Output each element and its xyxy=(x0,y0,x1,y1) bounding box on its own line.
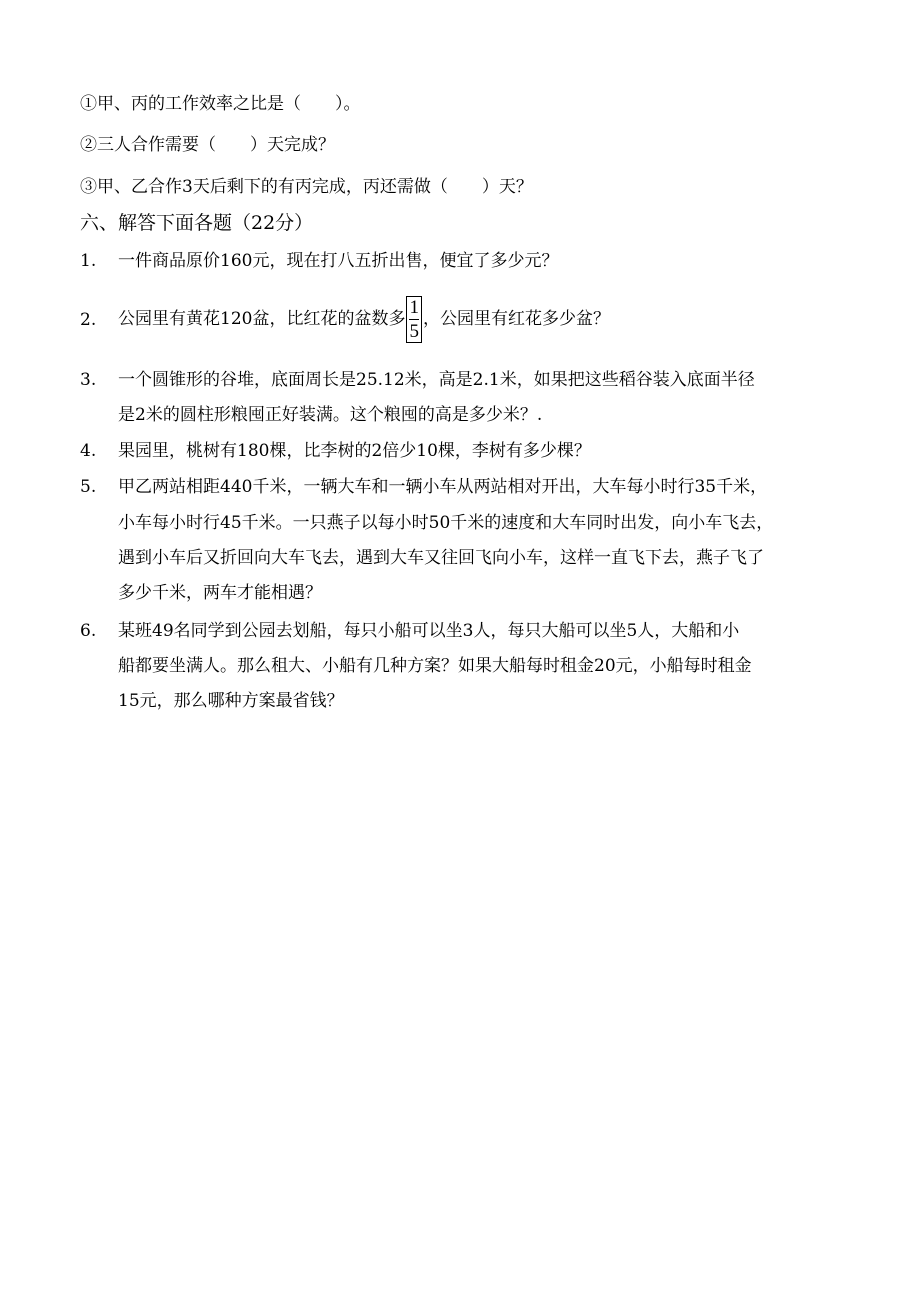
problem-6-number: 6. xyxy=(80,621,97,641)
fraction-box xyxy=(406,296,422,343)
fraction-denominator: 5 xyxy=(409,321,419,342)
problem-6-line-1: 某班49名同学到公园去划船，每只小船可以坐3人，每只大船可以坐5人，大船和小 xyxy=(118,621,740,641)
problem-1-number: 1. xyxy=(80,251,97,271)
problem-6-line-2: 船都要坐满人。那么租大、小船有几种方案？如果大船每时租金20元，小船每时租金 xyxy=(118,656,752,676)
fraction-numerator: 1 xyxy=(409,297,419,318)
problem-3-number: 3. xyxy=(80,370,97,390)
problem-1-text: 一件商品原价160元，现在打八五折出售，便宜了多少元？ xyxy=(118,251,559,271)
fill-item-3: ③甲、乙合作3天后剩下的有丙完成，丙还需做（ ）天？ xyxy=(80,177,533,197)
problem-3-line-1: 一个圆锥形的谷堆，底面周长是25.12米，高是2.1米，如果把这些稻谷装入底面半径 xyxy=(118,370,755,390)
problem-2-text xyxy=(118,287,610,351)
fill-item-1: ①甲、丙的工作效率之比是（ ）。 xyxy=(80,94,361,114)
problem-2-number: 2. xyxy=(80,310,97,330)
problem-5-number: 5. xyxy=(80,477,97,497)
problem-5-line-4: 多少千米，两车才能相遇？ xyxy=(118,583,322,603)
problem-3-line-2: 是2米的圆柱形粮囤正好装满。这个粮囤的高是多少米？. xyxy=(118,405,543,425)
problem-5-line-1: 甲乙两站相距440千米，一辆大车和一辆小车从两站相对开出，大车每小时行35千米， xyxy=(118,477,768,497)
problem-5-line-3: 遇到小车后又折回向大车飞去，遇到大车又往回飞向小车，这样一直飞下去，燕子飞了 xyxy=(118,548,764,568)
problem-6-line-3: 15元，那么哪种方案最省钱？ xyxy=(118,691,344,711)
problem-2-text-after: ，公园里有红花多少盆？ xyxy=(422,309,610,329)
fill-item-2: ②三人合作需要（ ）天完成？ xyxy=(80,135,335,155)
problem-4-number: 4. xyxy=(80,441,97,461)
section-title: 六、解答下面各题（22分） xyxy=(80,212,314,234)
problem-2-text-before: 公园里有黄花120盆，比红花的盆数多 xyxy=(118,309,406,329)
fraction-bar xyxy=(409,319,419,320)
problem-4-text: 果园里，桃树有180棵，比李树的2倍少10棵，李树有多少棵？ xyxy=(118,441,591,461)
problem-5-line-2: 小车每小时行45千米。一只燕子以每小时50千米的速度和大车同时出发，向小车飞去， xyxy=(118,513,774,533)
